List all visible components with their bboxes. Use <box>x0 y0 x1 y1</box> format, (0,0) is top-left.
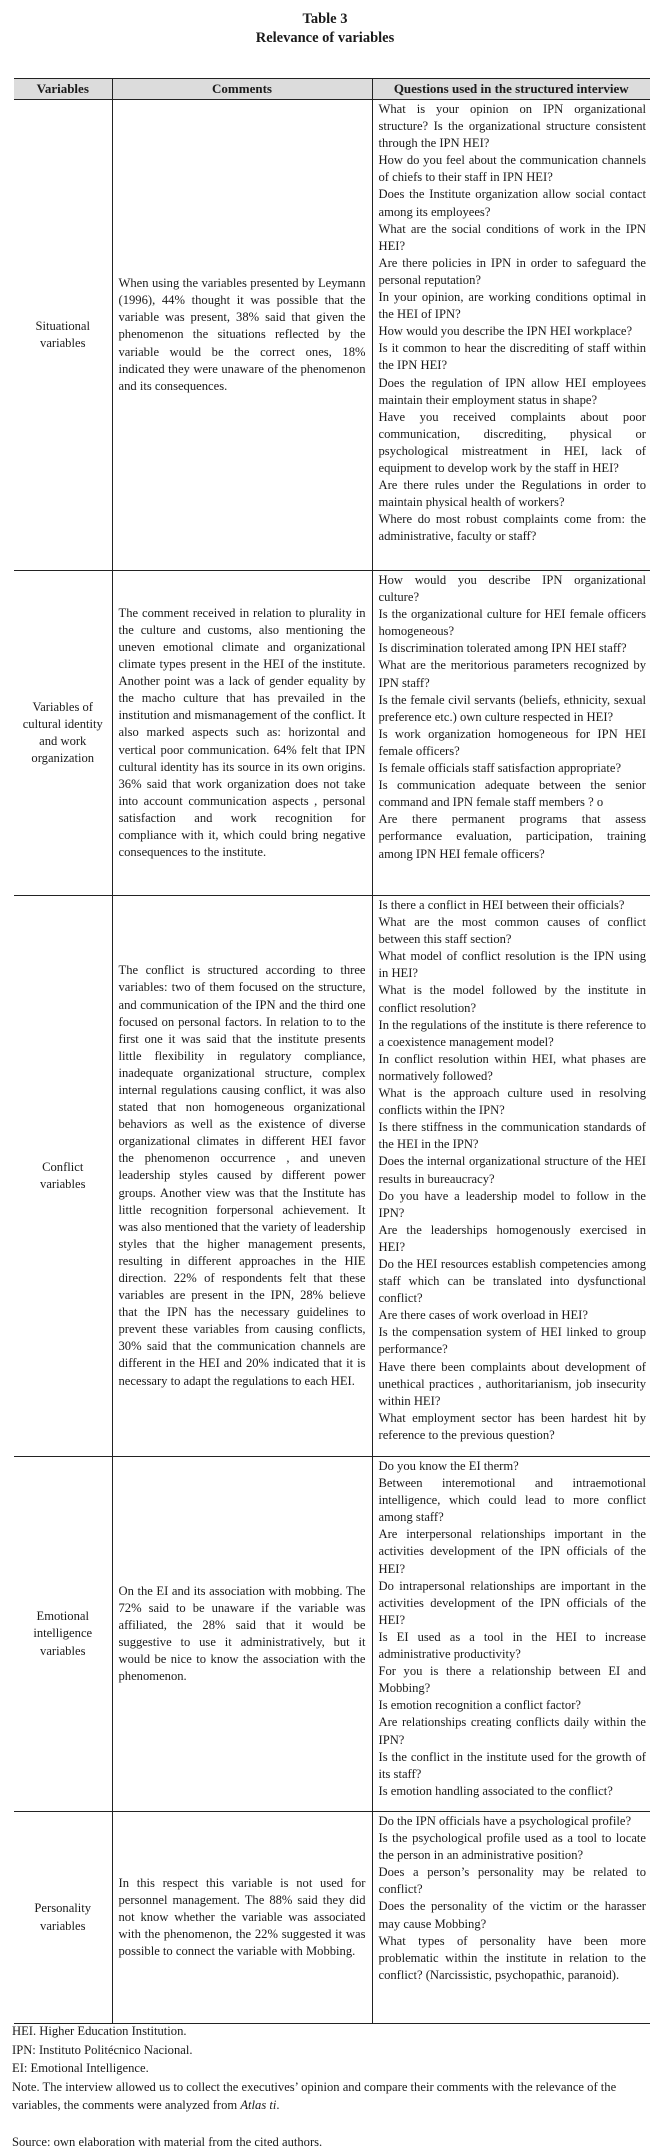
variable-cell: Variables of cultural identity and work organization <box>14 571 112 896</box>
abbreviation-ipn: IPN: Instituto Politécnico Nacional. <box>12 2042 193 2057</box>
question: Is it common to hear the discrediting of staff within the IPN HEI? <box>378 341 646 373</box>
question: What are the meritorious parameters recognized by IPN staff? <box>378 658 646 690</box>
question: Is female officials staff satisfaction appropriate? <box>378 761 622 776</box>
question: Is the organizational culture for HEI female officers homogeneous? <box>378 607 646 639</box>
question: In your opinion, are working conditions optimal in the HEI of IPN? <box>378 290 646 322</box>
questions-cell <box>372 896 650 1457</box>
header-questions: Questions used in the structured interview <box>372 79 650 100</box>
question: Does the internal organizational structure of the HEI results in bureaucracy? <box>378 1154 646 1186</box>
question: Are there rules under the Regulations in order to maintain physical health of workers? <box>378 478 646 510</box>
table-row <box>14 896 650 1457</box>
comment-cell: The comment received in relation to plurality in the culture and customs, also mentioning the uneven emotional climate and organizational climate types present in the HEI of the institute. Another point was a lack of gender equality by the macho culture that has prevailed in the institution and mismanagement of the conflict. It also marked aspects such as: horizontal and vertical poor communication. 64% felt that IPN cultural identity has its source in its own origins. 36% said that work organization does not take into account communication aspects , personal satisfaction and work recognition for compliance with it, which could bring negative consequences to the institute. <box>112 571 372 896</box>
abbreviation-ei: EI: Emotional Intelligence. <box>12 2061 149 2076</box>
question: Is emotion handling associated to the conflict? <box>378 1783 613 1798</box>
question: Is the conflict in the institute used for the growth of its staff? <box>378 1749 646 1781</box>
question: Have you received complaints about poor communication, discrediting, physical or psychological mistreatment in HEI, lack of equipment to develop work by the staff in HEI? <box>378 409 646 475</box>
question: What model of conflict resolution is the IPN using in HEI? <box>378 949 646 981</box>
question: How do you feel about the communication channels of chiefs to their staff in IPN HEI? <box>378 153 646 185</box>
question: Is emotion recognition a conflict factor? <box>378 1698 581 1713</box>
table-row <box>14 100 650 571</box>
questions-cell <box>372 100 650 571</box>
table-row <box>14 1457 650 1812</box>
question: What types of personality have been more problematic within the institute in relation to the conflict? (Narcissistic, psychopathic, paranoid). <box>378 1933 646 1982</box>
comment-cell: The conflict is structured according to three variables: two of them focused on the structure, and communication of the IPN and the third one focused on personal factors. In relation to to the first one it was said that the institute presents little flexibility in regulatory compliance, inadequate organizational structure, complex internal regulations causing conflict, it was also stated that non homogeneous organizational behaviors as well as the existence of diverse organizational climates in different HEI favor the phenomenon occurrence , and uneven leadership styles caused by different power groups. Another view was that the Institute has little recognition forpersonal achievement. It was also mentioned that the variety of leadership styles that the higher management presents, resulting in different approaches in the HIE direction. 22% of respondents felt that these variables are present in the IPN, 28% believe that the IPN has the necessary guidelines to prevent these variables from causing conflicts, 30% said that the communication channels are different in the HEI and 20% indicated that it is necessary to adapt the regulations to each HEI. <box>112 896 372 1457</box>
questions-cell <box>372 571 650 896</box>
variable-cell: Situational variables <box>14 100 112 571</box>
question: What is your opinion on IPN organizational structure? Is the organizational structure consistent through the IPN HEI? <box>378 102 646 151</box>
question: Is the psychological profile used as a tool to locate the person in an administrative position? <box>378 1831 646 1863</box>
question: Is discrimination tolerated among IPN HEI staff? <box>378 641 627 656</box>
variable-cell: Emotional intelligence variables <box>14 1457 112 1812</box>
question: Do you know the EI therm? <box>378 1459 519 1473</box>
question: Are relationships creating conflicts daily within the IPN? <box>378 1715 646 1747</box>
note <box>12 2078 642 2115</box>
question: What employment sector has been hardest hit by reference to the previous question? <box>378 1410 646 1442</box>
question: For you is there a relationship between EI and Mobbing? <box>378 1664 646 1696</box>
question: How would you describe the IPN HEI workplace? <box>378 324 633 339</box>
question: Do intrapersonal relationships are important in the activities development of the IPN officials of the HEI? <box>378 1578 646 1627</box>
question: Are the leaderships homogenously exercised in HEI? <box>378 1222 646 1254</box>
abbreviation-hei: HEI. Higher Education Institution. <box>12 2024 187 2038</box>
comment-cell: In this respect this variable is not used for personnel management. The 88% said they did not know whether the variable was associated with the phenomenon, the 22% suggested it was possible to connect the variable with Mobbing. <box>112 1812 372 2024</box>
question: Have there been complaints about development of unethical practices , authoritarianism, job insecurity within HEI? <box>378 1359 646 1408</box>
question: What is the approach culture used in resolving conflicts within the IPN? <box>378 1086 646 1118</box>
comment-cell: When using the variables presented by Leymann (1996), 44% thought it was possible that the variable was present, 38% said that given the phenomenon the situations reflected by the variable would be the correct ones, 18% indicated they were unaware of the phenomenon and its consequences. <box>112 100 372 571</box>
question: Between interemotional and intraemotional intelligence, which could lead to more conflict among staff? <box>378 1476 646 1525</box>
question: Where do most robust complaints come from: the administrative, faculty or staff? <box>378 512 646 544</box>
question: What are the social conditions of work in the IPN HEI? <box>378 221 646 253</box>
question: Does a person’s personality may be related to conflict? <box>378 1865 646 1897</box>
comment-cell: On the EI and its association with mobbing. The 72% said to be unaware if the variable was affiliated, the 28% said that it would be suggestive to use it administratively, but it would be nice to know the association with the phenomenon. <box>112 1457 372 1812</box>
table-number: Table 3 <box>302 11 348 27</box>
header-variables: Variables <box>14 79 112 100</box>
question: How would you describe IPN organizational culture? <box>378 573 646 605</box>
question: Is the compensation system of HEI linked to group performance? <box>378 1325 646 1357</box>
question: Do the IPN officials have a psychological profile? <box>378 1814 632 1828</box>
question: Do you have a leadership model to follow in the IPN? <box>378 1188 646 1220</box>
note-software: Atlas ti <box>240 2098 277 2113</box>
question: Are there cases of work overload in HEI? <box>378 1308 588 1323</box>
question: Is work organization homogeneous for IPN HEI female officers? <box>378 726 646 758</box>
note-text: Note. The interview allowed us to collect the executives’ opinion and compare their comments with the relevance of the variables, the comments were analyzed from <box>12 2079 617 2113</box>
source-line: Source: own elaboration with material from the cited authors. <box>12 2134 323 2149</box>
question: Is there stiffness in the communication standards of the HEI in the IPN? <box>378 1120 646 1152</box>
question: Are there permanent programs that assess performance evaluation, participation, training among IPN HEI female officers? <box>378 812 646 861</box>
question: What are the most common causes of conflict between this staff section? <box>378 915 646 947</box>
question: What is the model followed by the institute in conflict resolution? <box>378 983 646 1015</box>
note-end: . <box>276 2098 280 2113</box>
question: Does the personality of the victim or the harasser may cause Mobbing? <box>378 1899 646 1931</box>
question: Does the regulation of IPN allow HEI employees maintain their employment status in shape? <box>378 375 646 407</box>
header-comments: Comments <box>112 79 372 100</box>
question: Are interpersonal relationships important in the activities development of the IPN officials of the HEI? <box>378 1527 646 1576</box>
question: Does the Institute organization allow social contact among its employees? <box>378 187 646 219</box>
questions-cell <box>372 1812 650 2024</box>
question: Is there a conflict in HEI between their officials? <box>378 898 625 912</box>
relevance-table <box>14 78 650 2024</box>
question: Is EI used as a tool in the HEI to increase administrative productivity? <box>378 1629 646 1662</box>
table-row <box>14 1812 650 2024</box>
table-caption <box>0 0 650 48</box>
variable-cell: Personality variables <box>14 1812 112 2024</box>
question: Do the HEI resources establish competencies among staff which can be translated into dysfunctional conflict? <box>378 1256 646 1306</box>
table-title: Relevance of variables <box>255 30 395 46</box>
question: In conflict resolution within HEI, what phases are normatively followed? <box>378 1051 646 1083</box>
question: In the regulations of the institute is there reference to a coexistence management model? <box>378 1017 646 1049</box>
variable-cell: Conflict variables <box>14 896 112 1457</box>
question: Is communication adequate between the senior command and IPN female staff members ? o <box>378 778 646 810</box>
questions-cell <box>372 1457 650 1812</box>
header-row <box>14 79 650 100</box>
question: Is the female civil servants (beliefs, ethnicity, sexual preference etc.) own culture respected in HEI? <box>378 692 646 724</box>
table-notes <box>12 2022 642 2152</box>
question: Are there policies in IPN in order to safeguard the personal reputation? <box>378 255 646 287</box>
table-row <box>14 571 650 896</box>
